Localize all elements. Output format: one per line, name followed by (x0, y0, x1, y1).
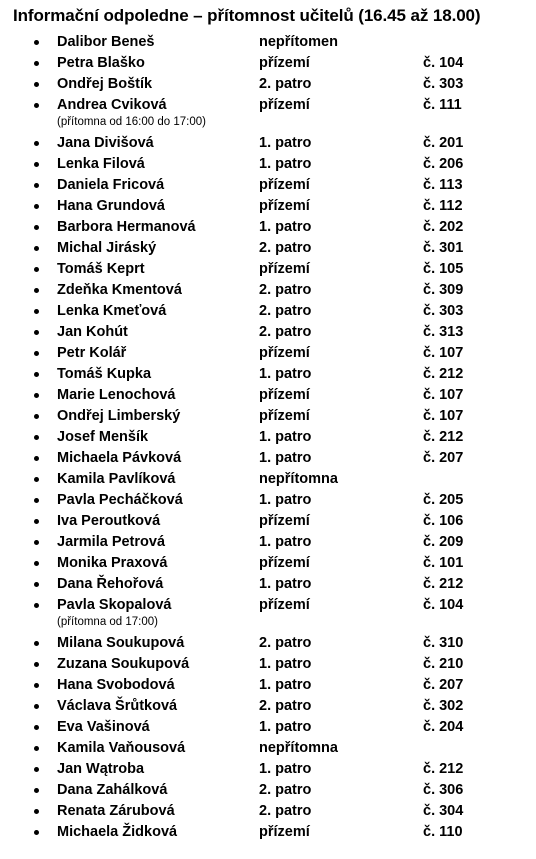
bullet-icon (34, 767, 39, 772)
bullet-icon (34, 330, 39, 335)
teacher-room: č. 106 (423, 513, 464, 529)
teacher-room: č. 110 (423, 824, 463, 840)
teacher-name: Monika Praxová (57, 555, 168, 571)
teacher-name: Dana Řehořová (57, 576, 164, 592)
list-item (0, 259, 536, 280)
teacher-location: přízemí (259, 597, 310, 613)
teacher-location: přízemí (259, 177, 310, 193)
teacher-room: č. 304 (423, 803, 464, 819)
teacher-name: Daniela Fricová (57, 177, 165, 193)
list-item (0, 364, 536, 385)
teacher-location: 1. patro (259, 492, 312, 508)
teacher-name: Hana Grundová (57, 198, 165, 214)
bullet-icon (34, 351, 39, 356)
teacher-location: přízemí (259, 97, 310, 113)
teacher-name: Tomáš Keprt (57, 261, 145, 277)
teacher-room: č. 107 (423, 387, 464, 403)
teacher-location: přízemí (259, 345, 310, 361)
teacher-room: č. 112 (423, 198, 463, 214)
teacher-room: č. 202 (423, 219, 464, 235)
bullet-icon (34, 641, 39, 646)
teacher-room: č. 303 (423, 303, 464, 319)
teacher-name: Renata Zárubová (57, 803, 175, 819)
teacher-room: č. 105 (423, 261, 464, 277)
bullet-icon (34, 519, 39, 524)
teacher-room: č. 104 (423, 597, 464, 613)
teacher-location: 2. patro (259, 803, 312, 819)
list-item (0, 675, 536, 696)
teacher-name: Ondřej Limberský (57, 408, 181, 424)
list-item (0, 574, 536, 595)
bullet-icon (34, 456, 39, 461)
list-item (0, 280, 536, 301)
teacher-name: Pavla Pecháčková (57, 492, 183, 508)
teacher-room: č. 210 (423, 656, 464, 672)
teacher-name: Hana Svobodová (57, 677, 175, 693)
teacher-name: Lenka Kmeťová (57, 303, 167, 319)
list-item (0, 217, 536, 238)
teacher-location: 2. patro (259, 324, 312, 340)
list-item (0, 759, 536, 780)
teacher-name: Ondřej Boštík (57, 76, 153, 92)
teacher-room: č. 302 (423, 698, 464, 714)
teacher-room: č. 310 (423, 635, 464, 651)
teacher-location: 1. patro (259, 429, 312, 445)
teacher-room: č. 207 (423, 677, 464, 693)
teacher-name: Iva Peroutková (57, 513, 161, 529)
teacher-room: č. 301 (423, 240, 464, 256)
bullet-icon (34, 225, 39, 230)
teacher-location: přízemí (259, 555, 310, 571)
bullet-icon (34, 498, 39, 503)
teacher-location: 2. patro (259, 76, 312, 92)
teacher-location: 1. patro (259, 156, 312, 172)
bullet-icon (34, 61, 39, 66)
teacher-room: č. 113 (423, 177, 463, 193)
list-item (0, 238, 536, 259)
bullet-icon (34, 204, 39, 209)
teacher-location: přízemí (259, 198, 310, 214)
list-item (0, 322, 536, 343)
bullet-icon (34, 267, 39, 272)
bullet-icon (34, 183, 39, 188)
teacher-room: č. 303 (423, 76, 464, 92)
teacher-room: č. 212 (423, 429, 464, 445)
teacher-location: 1. patro (259, 677, 312, 693)
bullet-icon (34, 103, 39, 108)
teacher-name: Eva Vašinová (57, 719, 150, 735)
teacher-location: přízemí (259, 261, 310, 277)
bullet-icon (34, 82, 39, 87)
teacher-room: č. 107 (423, 408, 464, 424)
teacher-location: 1. patro (259, 761, 312, 777)
teacher-name: Barbora Hermanová (57, 219, 196, 235)
list-item (0, 738, 536, 759)
teacher-location: 1. patro (259, 219, 312, 235)
bullet-icon (34, 162, 39, 167)
list-item (0, 717, 536, 738)
bullet-icon (34, 561, 39, 566)
teacher-location: 2. patro (259, 698, 312, 714)
list-item (0, 633, 536, 654)
list-item (0, 427, 536, 448)
list-item (0, 696, 536, 717)
list-item (0, 532, 536, 553)
teacher-name: Dana Zahálková (57, 782, 168, 798)
teacher-room: č. 205 (423, 492, 464, 508)
bullet-icon (34, 372, 39, 377)
list-item (0, 175, 536, 196)
teacher-room: č. 111 (423, 97, 462, 113)
teacher-name: Milana Soukupová (57, 635, 185, 651)
list-item (0, 385, 536, 406)
teacher-location: 2. patro (259, 240, 312, 256)
page-title: Informační odpoledne – přítomnost učitelů (16.45 až 18.00) (13, 6, 481, 25)
list-item (0, 654, 536, 675)
bullet-icon (34, 788, 39, 793)
teacher-name: Pavla Skopalová (57, 597, 172, 613)
teacher-location: nepřítomna (259, 740, 338, 756)
teacher-location: 1. patro (259, 656, 312, 672)
teacher-name: Andrea Cviková (57, 97, 167, 113)
teacher-location: 1. patro (259, 719, 312, 735)
teacher-name: Petr Kolář (57, 345, 127, 361)
teacher-name: Jan Kohút (57, 324, 128, 340)
teacher-name: Michal Jiráský (57, 240, 157, 256)
teacher-location: 2. patro (259, 282, 312, 298)
availability-note: (přítomna od 16:00 do 17:00) (57, 116, 206, 128)
list-item (0, 448, 536, 469)
list-item (0, 490, 536, 511)
bullet-icon (34, 141, 39, 146)
teacher-location: přízemí (259, 387, 310, 403)
list-item (0, 343, 536, 364)
bullet-icon (34, 725, 39, 730)
availability-note: (přítomna od 17:00) (57, 616, 159, 628)
list-item (0, 801, 536, 822)
teacher-name: Kamila Pavlíková (57, 471, 176, 487)
bullet-icon (34, 414, 39, 419)
teacher-name: Zdeňka Kmentová (57, 282, 182, 298)
bullet-icon (34, 288, 39, 293)
teacher-room: č. 212 (423, 576, 464, 592)
list-item (0, 406, 536, 427)
teacher-location: přízemí (259, 513, 310, 529)
teacher-location: nepřítomna (259, 471, 338, 487)
list-item (0, 553, 536, 574)
bullet-icon (34, 435, 39, 440)
teacher-location: 1. patro (259, 450, 312, 466)
bullet-icon (34, 393, 39, 398)
teacher-name: Václava Šrůtková (57, 698, 178, 714)
bullet-icon (34, 746, 39, 751)
teacher-name: Kamila Vaňousová (57, 740, 186, 756)
teacher-location: přízemí (259, 824, 310, 840)
bullet-icon (34, 477, 39, 482)
teacher-room: č. 212 (423, 366, 464, 382)
teacher-name: Jana Divišová (57, 135, 154, 151)
bullet-icon (34, 683, 39, 688)
list-item (0, 53, 536, 74)
teacher-room: č. 309 (423, 282, 464, 298)
teacher-room: č. 212 (423, 761, 464, 777)
teacher-room: č. 201 (423, 135, 464, 151)
teacher-list (0, 32, 536, 843)
list-item (0, 95, 536, 133)
teacher-room: č. 209 (423, 534, 464, 550)
teacher-location: 2. patro (259, 303, 312, 319)
list-item (0, 301, 536, 322)
teacher-name: Marie Lenochová (57, 387, 176, 403)
teacher-name: Josef Menšík (57, 429, 149, 445)
teacher-room: č. 104 (423, 55, 464, 71)
list-item (0, 780, 536, 801)
teacher-location: přízemí (259, 55, 310, 71)
teacher-room: č. 306 (423, 782, 464, 798)
list-item (0, 154, 536, 175)
teacher-location: 1. patro (259, 135, 312, 151)
bullet-icon (34, 309, 39, 314)
bullet-icon (34, 40, 39, 45)
bullet-icon (34, 582, 39, 587)
list-item (0, 74, 536, 95)
bullet-icon (34, 246, 39, 251)
teacher-location: 2. patro (259, 635, 312, 651)
teacher-name: Jan Wątroba (57, 761, 145, 777)
teacher-room: č. 206 (423, 156, 464, 172)
teacher-room: č. 313 (423, 324, 464, 340)
teacher-location: 1. patro (259, 534, 312, 550)
teacher-room: č. 204 (423, 719, 464, 735)
list-item (0, 196, 536, 217)
teacher-location: nepřítomen (259, 34, 338, 50)
teacher-location: 1. patro (259, 576, 312, 592)
teacher-room: č. 101 (423, 555, 464, 571)
teacher-name: Petra Blaško (57, 55, 145, 71)
teacher-name: Jarmila Petrová (57, 534, 166, 550)
teacher-location: přízemí (259, 408, 310, 424)
teacher-room: č. 107 (423, 345, 464, 361)
bullet-icon (34, 540, 39, 545)
teacher-name: Michaela Židková (57, 824, 178, 840)
list-item (0, 511, 536, 532)
list-item (0, 133, 536, 154)
list-item (0, 32, 536, 53)
bullet-icon (34, 662, 39, 667)
bullet-icon (34, 809, 39, 814)
teacher-location: 1. patro (259, 366, 312, 382)
bullet-icon (34, 830, 39, 835)
teacher-name: Dalibor Beneš (57, 34, 155, 50)
list-item (0, 822, 536, 843)
teacher-name: Lenka Filová (57, 156, 145, 172)
teacher-name: Tomáš Kupka (57, 366, 152, 382)
list-item (0, 595, 536, 633)
list-item (0, 469, 536, 490)
bullet-icon (34, 704, 39, 709)
teacher-name: Zuzana Soukupová (57, 656, 190, 672)
teacher-name: Michaela Pávková (57, 450, 182, 466)
teacher-location: 2. patro (259, 782, 312, 798)
teacher-room: č. 207 (423, 450, 464, 466)
bullet-icon (34, 603, 39, 608)
